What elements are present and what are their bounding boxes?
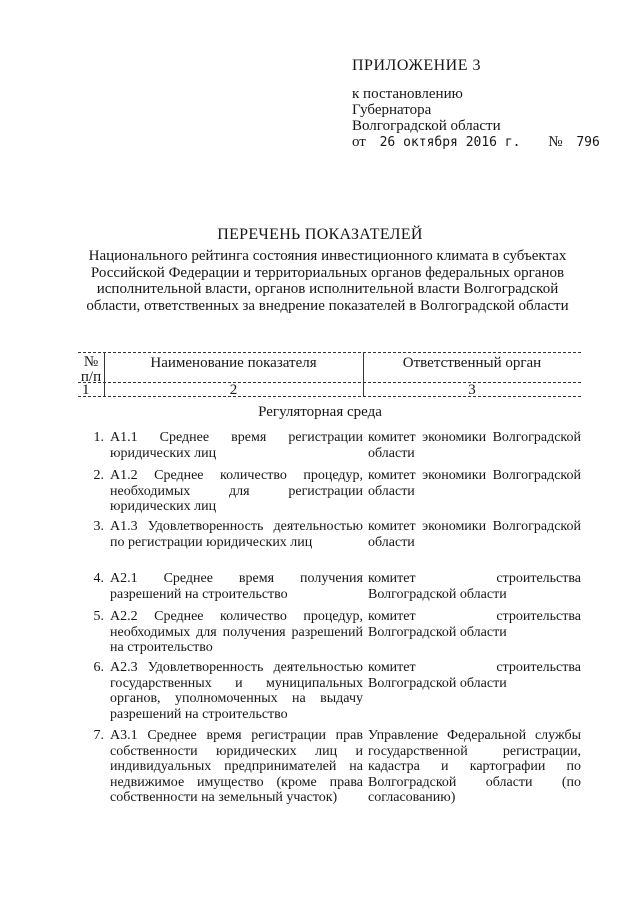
row-number: 3. — [93, 519, 104, 534]
row-number: 7. — [93, 728, 104, 743]
responsible-org: Управление Федеральной службы государственной регистрации, кадастра и картографии по Волгоградской области (по согласованию) — [368, 728, 581, 805]
document-subheading — [80, 248, 575, 314]
document-heading: ПЕРЕЧЕНЬ ПОКАЗАТЕЛЕЙ — [217, 226, 423, 243]
subheading-line: исполнительной власти, органов исполнительной власти Волгоградской — [96, 281, 559, 297]
responsible-org: комитет строительства Волгоградской области — [368, 609, 581, 640]
number-label: № — [548, 134, 563, 150]
header-cell-org: Ответственный орган — [402, 355, 542, 371]
subheading-line: Российской Федерации и территориальных органов федеральных органов — [90, 264, 565, 281]
header-number-abbr: п/п — [80, 369, 102, 385]
indicator-name: А1.1 Среднее время регистрации юридических лиц — [110, 430, 363, 461]
indicator-name: А1.2 Среднее количество процедур, необходимых для регистрации юридических лиц — [110, 468, 363, 514]
indicator-name: А3.1 Среднее время регистрации прав собственности юридических лиц и индивидуальных предпринимателей на недвижимое имущество (кроме права собственности на земельный участок) — [110, 728, 363, 805]
subheading-line: Национального рейтинга состояния инвестиционного климата в субъектах — [88, 248, 567, 264]
appendix-title: ПРИЛОЖЕНИЕ 3 — [352, 57, 482, 74]
column-number-1: 1 — [82, 382, 90, 398]
appendix-line-1: к постановлению — [352, 86, 463, 102]
column-number-3: 3 — [468, 382, 476, 398]
subheading-line: области, ответственных за внедрение показателей в Волгоградской области — [86, 297, 569, 314]
indicator-name: А1.3 Удовлетворенность деятельностью по регистрации юридических лиц — [110, 519, 363, 550]
decree-date: 26 октября 2016 г. — [379, 135, 521, 150]
table-header — [78, 352, 581, 397]
header-number-symbol: № — [83, 354, 99, 370]
row-number: 4. — [93, 571, 104, 586]
responsible-org: комитет экономики Волгоградской области — [368, 468, 581, 499]
indicator-name: А2.1 Среднее время получения разрешений на строительство — [110, 571, 363, 602]
row-number: 6. — [93, 660, 104, 675]
responsible-org: комитет экономики Волгоградской области — [368, 519, 581, 550]
appendix-line-2: Губернатора — [352, 102, 432, 118]
section-title: Регуляторная среда — [258, 404, 382, 420]
row-number: 2. — [93, 468, 104, 483]
responsible-org: комитет строительства Волгоградской области — [368, 571, 581, 602]
decree-number: 796 — [576, 135, 600, 150]
decree-dateline — [352, 134, 600, 151]
responsible-org: комитет экономики Волгоградской области — [368, 430, 581, 461]
header-cell-number — [78, 355, 104, 385]
appendix-line-3: Волгоградской области — [352, 118, 501, 134]
row-number: 1. — [93, 430, 104, 445]
table-top-border — [78, 352, 581, 353]
header-cell-name: Наименование показателя — [150, 355, 317, 371]
column-number-2: 2 — [229, 382, 238, 398]
responsible-org: комитет строительства Волгоградской области — [368, 660, 581, 691]
row-number: 5. — [93, 609, 104, 624]
from-label: от — [352, 134, 366, 150]
appendix-block — [352, 56, 612, 134]
indicator-name: А2.3 Удовлетворенность деятельностью государственных и муниципальных органов, уполномоченных на выдачу разрешений на строительство — [110, 660, 363, 722]
indicator-name: А2.2 Среднее количество процедур, необходимых для получения разрешений на строительство — [110, 609, 363, 655]
